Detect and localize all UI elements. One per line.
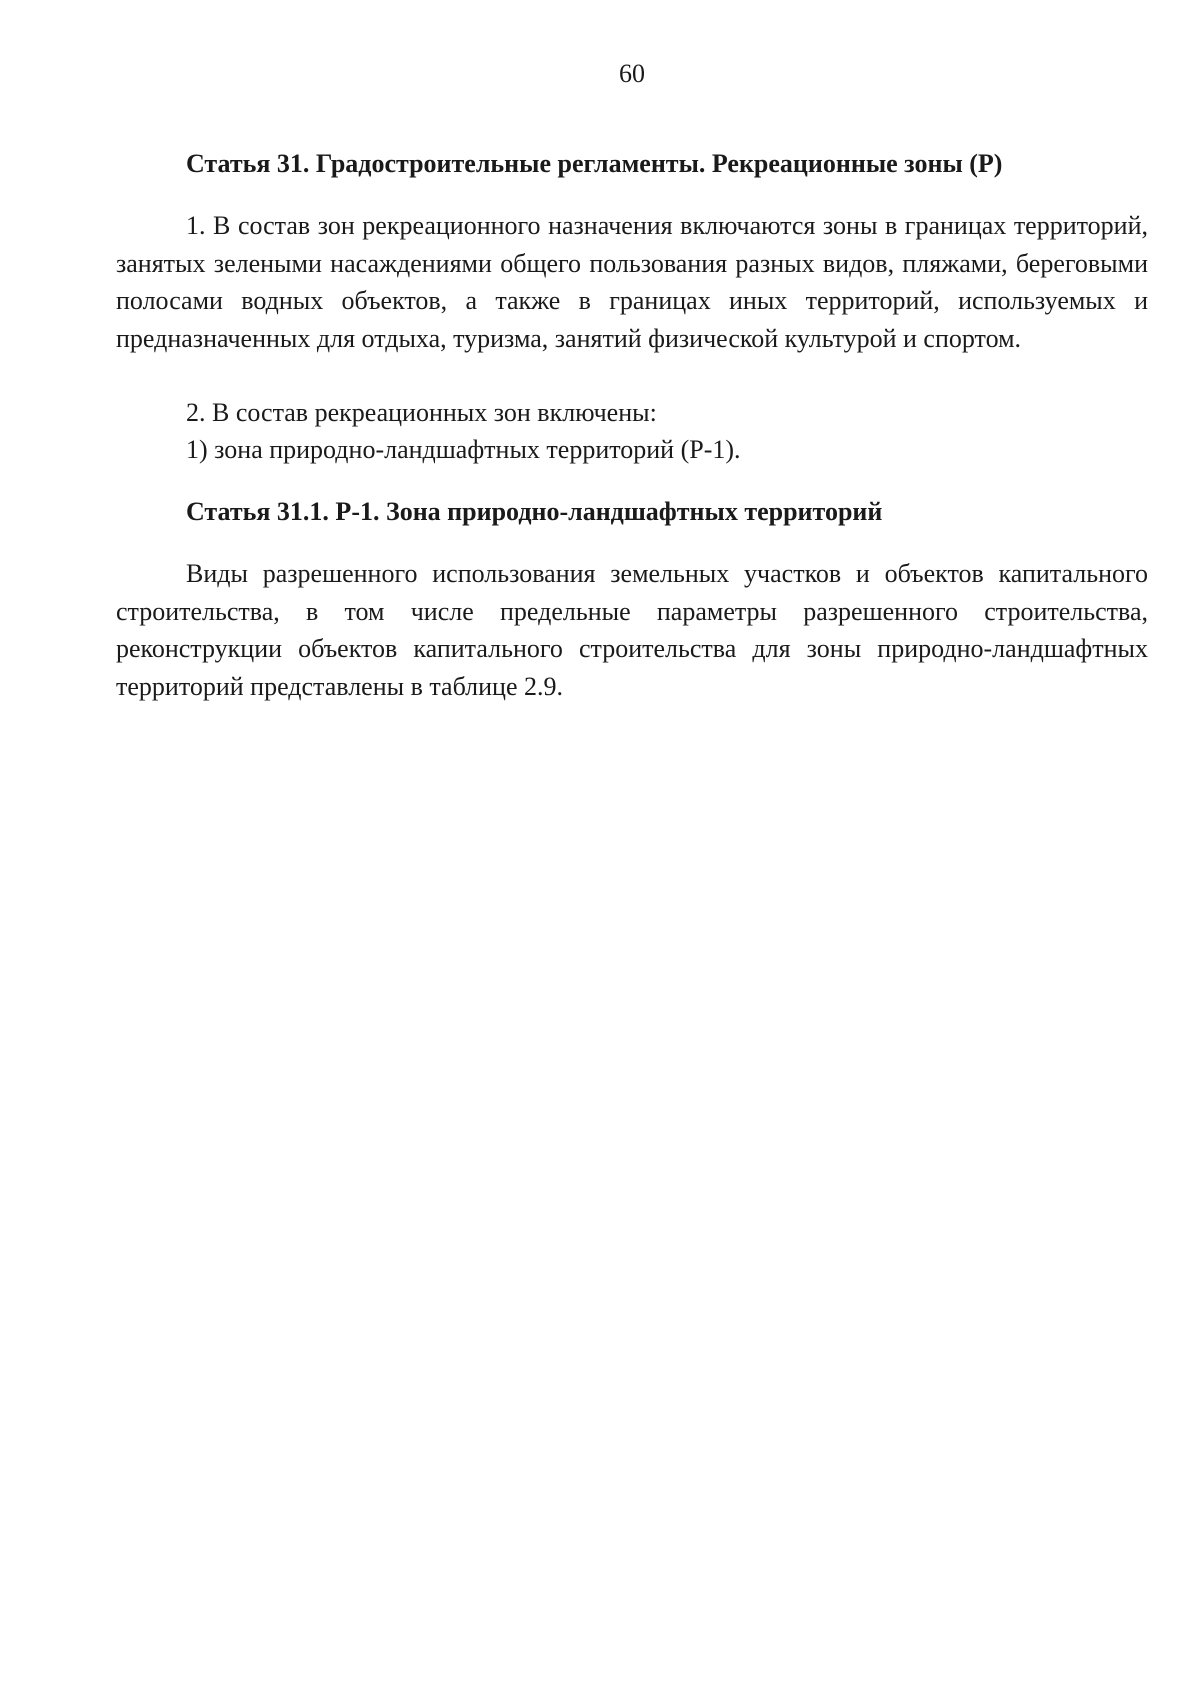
article-31-list-item-1: 1) зона природно-ландшафтных территорий (Р-1).: [186, 435, 741, 464]
article-31-paragraph-1: 1. В состав зон рекреационного назначения включаются зоны в границах территорий, занятых зелеными насаждениями общего пользования разных видов, пляжами, береговыми полосами водных объектов, а также в границах иных территорий, используемых и предназначенных для отдыха, туризма, занятий физической культурой и спортом.: [116, 211, 1148, 353]
article-31-paragraph-2: 2. В состав рекреационных зон включены:: [186, 398, 657, 427]
article-31-heading: Статья 31. Градостроительные регламенты. Рекреационные зоны (Р): [186, 149, 1003, 178]
article-31-1-paragraph-1: Виды разрешенного использования земельных участков и объектов капитального строительства, в том числе предельные параметры разрешенного строительства, реконструкции объектов капитального строительства для зоны природно-ландшафтных территорий представлены в таблице 2.9.: [116, 559, 1148, 701]
page-number: 60: [619, 59, 645, 88]
article-31-1-heading: Статья 31.1. Р-1. Зона природно-ландшафтных территорий: [186, 497, 883, 526]
